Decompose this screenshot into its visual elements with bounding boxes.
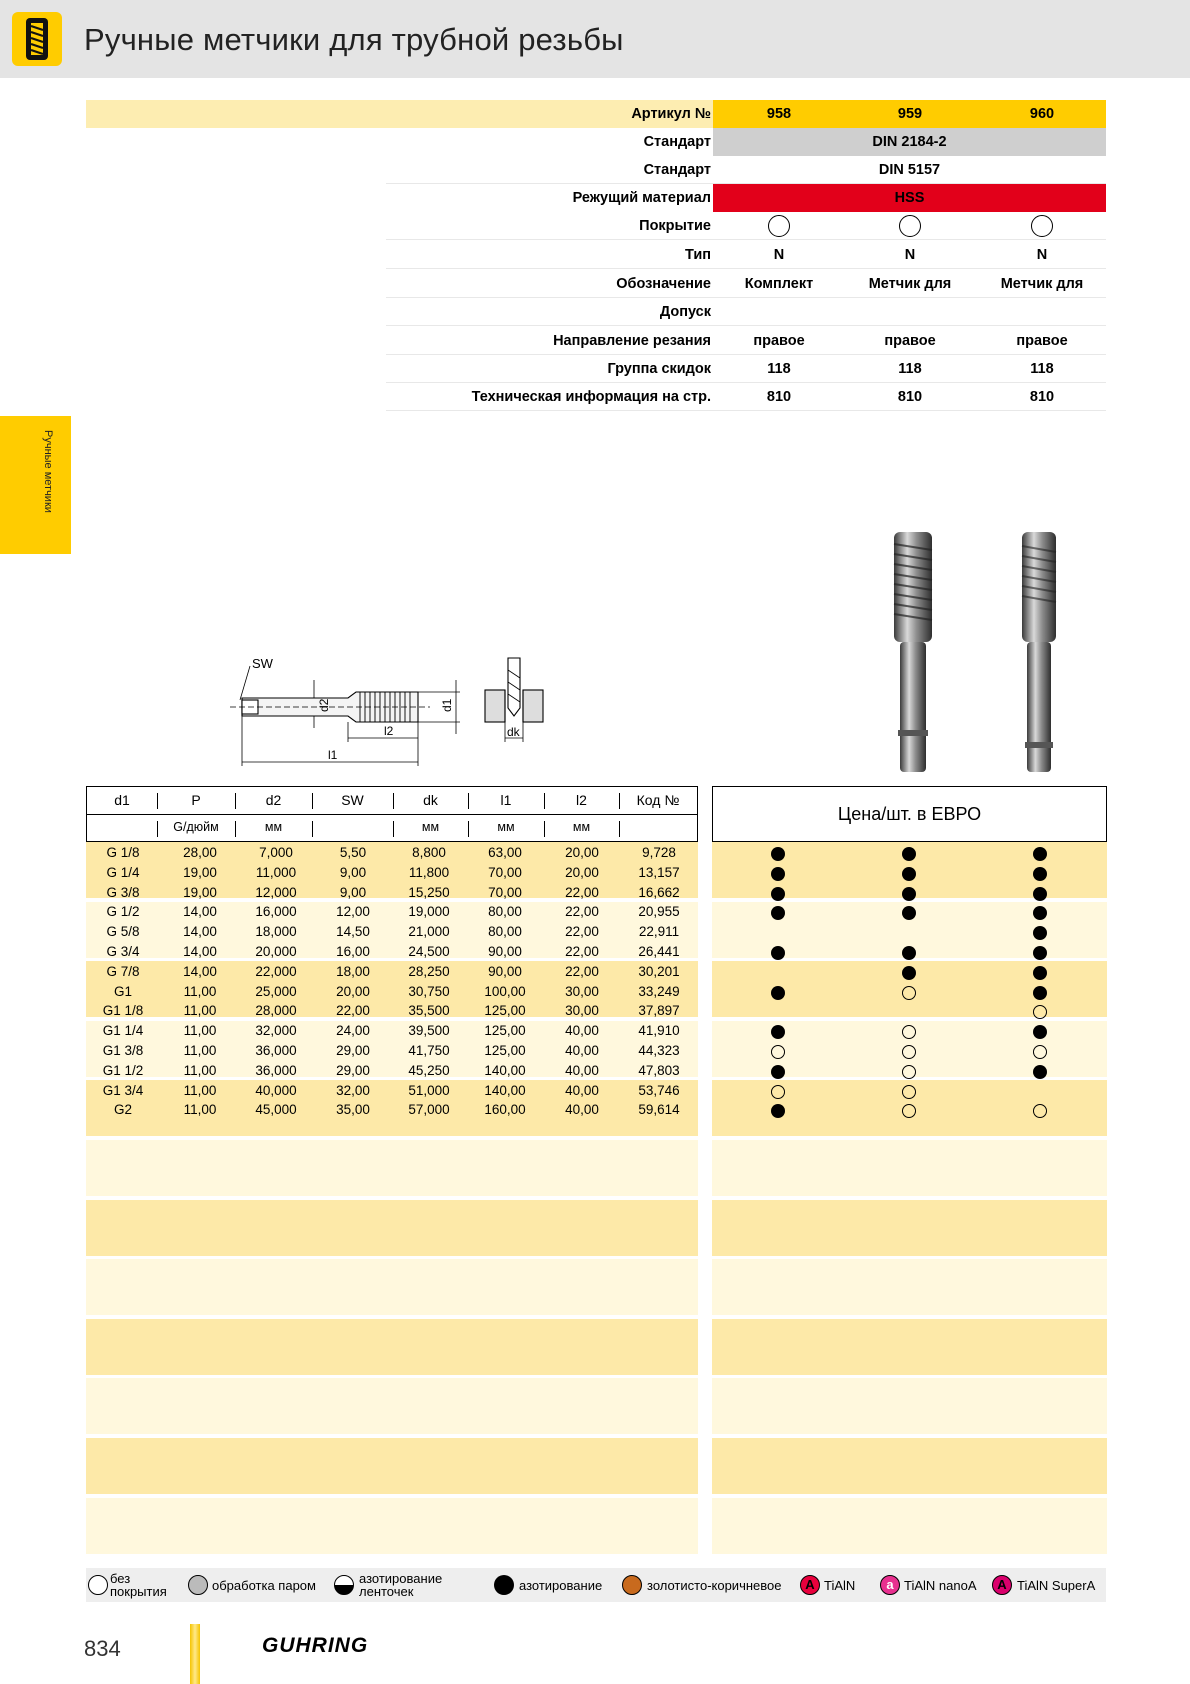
page-header (0, 0, 1190, 78)
uncoated-icon (88, 1575, 108, 1595)
uncoated-icon (768, 215, 790, 237)
table-cell: G 3/4 (106, 944, 140, 959)
table-cell: 30,201 (638, 963, 680, 979)
table-cell: 30,750 (408, 983, 450, 999)
table-cell: 22,00 (565, 924, 599, 940)
side-tab-label: Ручные метчики (42, 430, 54, 513)
table-cell: 125,00 (484, 1023, 526, 1039)
column-header: P (191, 792, 201, 808)
table-cell: 37,897 (638, 1003, 680, 1019)
table-cell: 40,00 (565, 1082, 599, 1098)
spec-row-discount (86, 355, 1106, 383)
table-cell: 80,00 (488, 924, 522, 940)
table-cell: 70,00 (488, 864, 522, 880)
table-cell: G1 3/8 (102, 1043, 144, 1058)
table-cell: 39,500 (408, 1023, 450, 1039)
standard2-value: DIN 5157 (878, 162, 941, 178)
table-cell: 22,00 (336, 1003, 370, 1019)
tialn-icon: A (800, 1575, 820, 1595)
tap-product-photos (880, 530, 1080, 776)
column-header: l1 (500, 792, 512, 808)
available-on-order-icon[interactable] (1033, 1045, 1047, 1059)
table-cell: 9,728 (642, 845, 676, 860)
table-cell: 40,00 (565, 1023, 599, 1039)
table-cell: 9,00 (339, 864, 367, 880)
available-stock-icon[interactable] (902, 847, 916, 861)
table-cell: 59,614 (638, 1102, 680, 1118)
table-cell: 20,00 (565, 864, 599, 880)
separator (386, 268, 1106, 269)
data-table-header (86, 786, 698, 842)
spec-label-standard1: Стандарт (643, 134, 711, 150)
label-l1: l1 (328, 748, 338, 762)
table-band (86, 1498, 698, 1554)
table-cell: 24,00 (336, 1023, 370, 1039)
column-unit: мм (421, 820, 440, 834)
table-cell: 36,000 (255, 1043, 297, 1058)
available-on-order-icon[interactable] (902, 1085, 916, 1099)
available-stock-icon[interactable] (1033, 966, 1047, 980)
tap-logo-icon (12, 12, 62, 66)
available-stock-icon[interactable] (1033, 1065, 1047, 1079)
available-on-order-icon[interactable] (1033, 1005, 1047, 1019)
available-stock-icon[interactable] (902, 887, 916, 901)
separator (386, 325, 1106, 326)
available-stock-icon[interactable] (902, 946, 916, 960)
table-cell: 19,00 (183, 884, 217, 900)
available-stock-icon[interactable] (771, 847, 785, 861)
nitride-icon (494, 1575, 514, 1595)
table-band (712, 1438, 1107, 1494)
table-band (712, 1498, 1107, 1554)
table-cell: G1 (113, 983, 132, 999)
uncoated-icon (1031, 215, 1053, 237)
spec-label-material: Режущий материал (572, 190, 711, 206)
table-cell: 41,910 (638, 1023, 680, 1039)
page-title: Ручные метчики для трубной резьбы (84, 22, 624, 57)
table-cell: G2 (113, 1102, 132, 1118)
table-cell: 24,500 (408, 944, 450, 959)
table-cell: 11,000 (255, 864, 297, 880)
footer-accent-bar (190, 1624, 200, 1684)
table-cell: 11,00 (183, 1023, 217, 1039)
table-cell: 29,00 (336, 1043, 370, 1058)
label-sw: SW (252, 656, 273, 671)
tialn-super-icon: A (992, 1575, 1012, 1595)
available-stock-icon[interactable] (1033, 847, 1047, 861)
spec-label-standard2: Стандарт (643, 162, 711, 178)
coating-959 (844, 218, 976, 241)
header-divider (87, 814, 697, 815)
spec-row-standard1 (86, 128, 1106, 156)
spec-label-article: Артикул № (631, 106, 711, 122)
table-cell: 22,00 (565, 884, 599, 900)
table-cell: 22,000 (255, 963, 297, 979)
table-cell: 20,000 (255, 944, 297, 959)
column-unit: мм (572, 820, 591, 834)
available-on-order-icon[interactable] (771, 1085, 785, 1099)
column-divider (393, 793, 394, 809)
page-number: 834 (84, 1636, 121, 1661)
table-cell: 140,00 (484, 1082, 526, 1098)
table-cell: 45,000 (255, 1102, 297, 1118)
table-cell: 11,00 (183, 1102, 217, 1118)
available-stock-icon[interactable] (902, 867, 916, 881)
table-cell: 18,00 (336, 963, 370, 979)
type-958: N (773, 247, 785, 263)
table-cell: 20,00 (565, 845, 599, 860)
legend (86, 1568, 1106, 1602)
legend-strip-nitride: азотирование ленточек (359, 1571, 443, 1599)
spec-row-material (86, 184, 1106, 212)
column-divider (544, 821, 545, 837)
legend-tialn-super: TiAlN SuperA (1017, 1578, 1096, 1593)
table-cell: 51,000 (408, 1082, 450, 1098)
tialn-nano-icon: a (880, 1575, 900, 1595)
table-cell: G1 1/8 (102, 1003, 144, 1019)
spec-label-discount: Группа скидок (607, 361, 711, 377)
article-958: 958 (766, 106, 792, 122)
direction-960: правое (1016, 333, 1068, 349)
available-stock-icon[interactable] (771, 887, 785, 901)
direction-959: правое (884, 333, 936, 349)
material-value: HSS (713, 184, 1106, 212)
table-band (712, 1200, 1107, 1256)
type-960: N (1036, 247, 1048, 263)
designation-958: Комплект (744, 276, 814, 292)
table-cell: 11,00 (183, 1003, 217, 1019)
price-header (712, 786, 1107, 842)
table-cell: G 1/4 (106, 864, 140, 880)
available-stock-icon[interactable] (1033, 867, 1047, 881)
table-cell: 16,000 (255, 904, 297, 920)
table-band (86, 1378, 698, 1434)
table-cell: 25,000 (255, 983, 297, 999)
spec-row-tolerance (86, 298, 1106, 326)
table-cell: G 7/8 (106, 963, 140, 979)
available-stock-icon[interactable] (771, 867, 785, 881)
column-header: Код № (636, 792, 680, 808)
table-cell: 125,00 (484, 1043, 526, 1058)
column-header: dk (423, 792, 438, 808)
table-cell: 19,00 (183, 864, 217, 880)
table-cell: 22,911 (638, 924, 680, 940)
discount-959: 118 (898, 361, 922, 377)
table-cell: 13,157 (638, 864, 680, 880)
table-cell: G1 1/2 (102, 1062, 144, 1078)
column-divider (619, 793, 620, 809)
table-cell: 100,00 (484, 983, 526, 999)
spec-label-designation: Обозначение (616, 276, 711, 292)
table-cell: 26,441 (638, 944, 680, 959)
column-unit: G/дюйм (173, 820, 219, 834)
type-959: N (904, 247, 916, 263)
table-cell: 33,249 (638, 983, 680, 999)
tap-photo-right (1022, 532, 1056, 772)
table-cell: 21,000 (408, 924, 450, 940)
label-dk: dk (507, 725, 520, 739)
column-divider (468, 821, 469, 837)
tap-dimension-drawing (220, 648, 560, 772)
table-cell: 160,00 (484, 1102, 526, 1118)
available-on-order-icon[interactable] (771, 1045, 785, 1059)
table-cell: 15,250 (408, 884, 450, 900)
table-cell: 14,00 (183, 924, 217, 940)
available-stock-icon[interactable] (771, 986, 785, 1000)
table-cell: 125,00 (484, 1003, 526, 1019)
legend-uncoated: без покрытия (110, 1571, 167, 1599)
table-band (86, 1140, 698, 1196)
table-cell: 16,662 (638, 884, 680, 900)
table-cell: 70,00 (488, 884, 522, 900)
table-cell: 20,955 (638, 904, 680, 920)
table-cell: 8,800 (412, 845, 446, 860)
techinfo-958[interactable]: 810 (766, 389, 792, 405)
table-cell: 36,000 (255, 1062, 297, 1078)
available-stock-icon[interactable] (771, 946, 785, 960)
table-cell: 11,800 (408, 864, 450, 880)
table-cell: 11,00 (183, 983, 217, 999)
column-header: l2 (576, 792, 587, 808)
spec-row-article (86, 100, 1106, 128)
table-cell: 53,746 (638, 1082, 680, 1098)
table-band (86, 1200, 698, 1256)
column-divider (619, 821, 620, 837)
table-cell: 41,750 (408, 1043, 450, 1058)
table-cell: 28,00 (183, 845, 217, 860)
article-959: 959 (897, 106, 923, 122)
column-divider (157, 793, 158, 809)
column-divider (312, 821, 313, 837)
table-cell: 32,00 (336, 1082, 370, 1098)
table-cell: 7,000 (259, 845, 293, 860)
spec-label-type: Тип (685, 247, 711, 263)
table-cell: 16,00 (336, 944, 370, 959)
table-band (712, 1319, 1107, 1375)
column-divider (235, 821, 236, 837)
column-unit: мм (497, 820, 515, 834)
table-cell: 32,000 (255, 1023, 297, 1039)
available-stock-icon[interactable] (1033, 946, 1047, 960)
available-stock-icon[interactable] (902, 966, 916, 980)
strip-nitride-icon (334, 1575, 354, 1595)
column-divider (393, 821, 394, 837)
column-header: d1 (114, 792, 130, 808)
gold-icon (622, 1575, 642, 1595)
label-d2: d2 (317, 698, 331, 712)
table-cell: 63,00 (488, 845, 522, 860)
table-cell: 14,00 (183, 944, 217, 959)
article-960: 960 (1029, 106, 1055, 122)
separator (386, 239, 1106, 240)
label-d1: d1 (440, 698, 454, 712)
discount-960: 118 (1030, 361, 1054, 377)
table-cell: 11,00 (183, 1043, 217, 1058)
direction-958: правое (753, 333, 805, 349)
legend-steam: обработка паром (212, 1578, 316, 1593)
column-divider (468, 793, 469, 809)
available-stock-icon[interactable] (1033, 986, 1047, 1000)
uncoated-icon (899, 215, 921, 237)
table-cell: 90,00 (488, 944, 522, 959)
table-cell: 47,803 (638, 1062, 680, 1078)
table-cell: 40,00 (565, 1062, 599, 1078)
table-cell: 14,50 (336, 924, 370, 940)
brand-logo: GUHRING (262, 1634, 369, 1657)
table-cell: G 1/2 (106, 904, 140, 920)
table-cell: 12,00 (336, 904, 370, 920)
techinfo-960[interactable]: 810 (1029, 389, 1055, 405)
separator (386, 410, 1106, 411)
discount-958: 118 (767, 361, 791, 377)
table-cell: 5,50 (339, 845, 367, 860)
table-cell: 57,000 (408, 1102, 450, 1118)
column-divider (235, 793, 236, 809)
legend-nitride: азотирование (519, 1578, 603, 1593)
designation-959: Метчик для (868, 276, 952, 292)
spec-label-direction: Направление резания (553, 333, 711, 349)
table-band (712, 1378, 1107, 1434)
spec-row-designation (86, 270, 1106, 298)
techinfo-959[interactable]: 810 (897, 389, 923, 405)
column-header: d2 (265, 792, 282, 808)
table-cell: G 3/8 (106, 884, 140, 900)
table-cell: 40,000 (255, 1082, 297, 1098)
table-cell: 80,00 (488, 904, 522, 920)
table-cell: 30,00 (565, 1003, 599, 1019)
spec-row-standard2 (86, 156, 1106, 184)
spec-label-coating: Покрытие (639, 218, 711, 234)
coating-958 (713, 218, 845, 241)
table-cell: G 5/8 (106, 924, 140, 940)
available-on-order-icon[interactable] (902, 1065, 916, 1079)
column-divider (544, 793, 545, 809)
column-unit: мм (264, 820, 283, 834)
table-cell: 20,00 (336, 983, 370, 999)
designation-960: Метчик для (1000, 276, 1084, 292)
table-cell: 22,00 (565, 944, 599, 959)
table-cell: 90,00 (488, 963, 522, 979)
table-cell: 22,00 (565, 963, 599, 979)
table-cell: 22,00 (565, 904, 599, 920)
side-tab[interactable] (0, 416, 71, 554)
table-cell: 9,00 (339, 884, 367, 900)
table-band (712, 1259, 1107, 1315)
table-cell: 12,000 (255, 884, 297, 900)
table-band (86, 1259, 698, 1315)
table-band (86, 1438, 698, 1494)
available-stock-icon[interactable] (1033, 887, 1047, 901)
available-on-order-icon[interactable] (902, 986, 916, 1000)
legend-tialn-nano: TiAlN nanoA (904, 1578, 977, 1593)
table-cell: 29,00 (336, 1062, 370, 1078)
table-cell: 18,000 (255, 924, 297, 940)
steam-icon (188, 1575, 208, 1595)
legend-gold: золотисто-коричневое (647, 1578, 782, 1593)
table-cell: 28,000 (255, 1003, 297, 1019)
coating-960 (976, 218, 1108, 241)
column-divider (312, 793, 313, 809)
legend-tialn: TiAlN (824, 1578, 856, 1593)
available-on-order-icon[interactable] (902, 1045, 916, 1059)
table-cell: 40,00 (565, 1102, 599, 1118)
label-l2: l2 (384, 724, 394, 738)
tap-photo-left (894, 532, 932, 772)
table-cell: 44,323 (638, 1043, 680, 1058)
table-cell: 14,00 (183, 904, 217, 920)
table-cell: 40,00 (565, 1043, 599, 1058)
table-band (86, 1319, 698, 1375)
table-cell: 11,00 (183, 1082, 217, 1098)
table-cell: 45,250 (408, 1062, 450, 1078)
table-cell: 30,00 (565, 983, 599, 999)
spec-row-direction (86, 327, 1106, 355)
available-stock-icon[interactable] (771, 1065, 785, 1079)
table-cell: G1 3/4 (102, 1082, 144, 1098)
table-cell: 28,250 (408, 963, 450, 979)
column-divider (157, 821, 158, 837)
column-header: SW (341, 792, 364, 808)
table-cell: 35,00 (336, 1102, 370, 1118)
spec-label-tolerance: Допуск (659, 304, 711, 320)
table-cell: G1 1/4 (102, 1023, 144, 1039)
table-band (712, 1140, 1107, 1196)
spec-row-type (86, 241, 1106, 269)
price-header-label: Цена/шт. в ЕВРО (837, 804, 982, 824)
table-cell: 35,500 (408, 1003, 450, 1019)
table-cell: 14,00 (183, 963, 217, 979)
standard1-value: DIN 2184-2 (713, 128, 1106, 156)
table-cell: G 1/8 (106, 845, 140, 860)
spec-row-coating (86, 212, 1106, 240)
table-cell: 19,000 (408, 904, 450, 920)
table-cell: 11,00 (183, 1062, 217, 1078)
spec-label-techinfo: Техническая информация на стр. (471, 389, 711, 405)
table-cell: 140,00 (484, 1062, 526, 1078)
spec-row-techinfo (86, 383, 1106, 411)
